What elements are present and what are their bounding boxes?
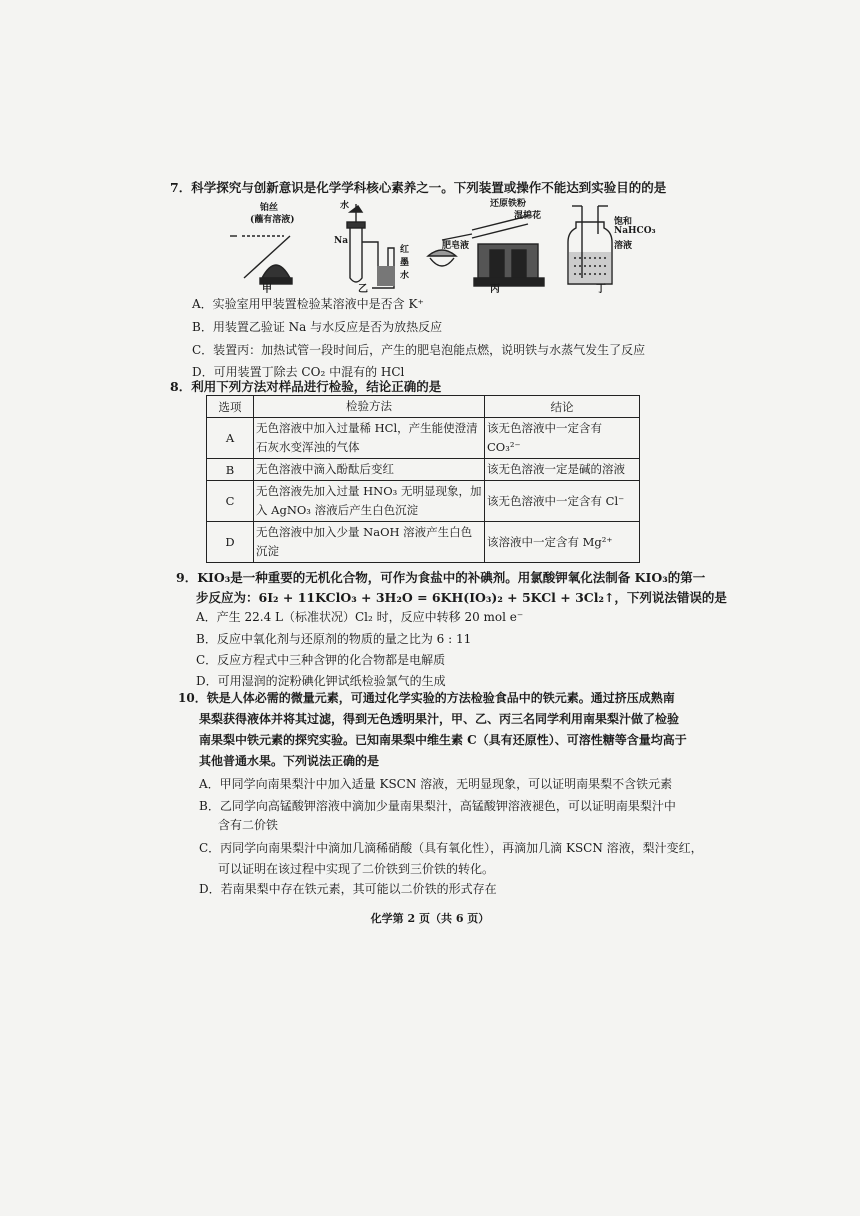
row-b-conclusion: 该无色溶液一定是碱的溶液 [485,459,640,481]
row-a-method: 无色溶液中加入过量稀 HCl，产生能使澄清石灰水变浑浊的气体 [254,418,485,459]
q9-option-a: A．产生 22.4 L（标准状况）Cl₂ 时，反应中转移 20 mol e⁻ [196,610,524,624]
q7-option-d: D．可用装置丁除去 CO₂ 中混有的 HCl [192,365,405,379]
yi-label-na: Na [334,236,349,246]
page-footer: 化学第 2 页（共 6 页） [370,912,490,925]
q9-option-d: D．可用湿润的淀粉碘化钾试纸检验氯气的生成 [196,674,446,688]
apparatus-bing [428,216,544,286]
q10-stem-line4: 其他普通水果。下列说法正确的是 [199,754,380,768]
yi-label-ink: 红墨水 [400,245,410,281]
row-d-option: D [207,522,254,563]
q10-option-c: C．丙同学向南果梨汁中滴加几滴稀硝酸（具有氧化性），再滴加几滴 KSCN 溶液，梨汁变红， [199,841,703,855]
q10-option-b: B．乙同学向高锰酸钾溶液中滴加少量南果梨汁，高锰酸钾溶液褪色，可以证明南果梨汁中 [199,799,676,813]
ding-label-2: NaHCO₃ [614,226,656,236]
ding-label-1: 饱和 [614,217,633,227]
row-d-method: 无色溶液中加入少量 NaOH 溶液产生白色沉淀 [254,522,485,563]
ding-caption: 丁 [596,284,606,295]
apparatus-jia [230,236,292,284]
table-row [207,481,640,522]
jia-label-pt: 铂丝 [260,203,279,213]
q7-option-c: C．装置丙：加热试管一段时间后，产生的肥皂泡能点燃，说明铁与水蒸气发生了反应 [192,343,646,357]
yi-label-water: 水 [340,201,350,211]
q7-option-b: B．用装置乙验证 Na 与水反应是否为放热反应 [192,320,443,334]
jia-label-sub: (蘸有溶液) [250,215,295,225]
yi-caption: 乙 [358,284,368,295]
q7-option-a: A．实验室用甲装置检验某溶液中是否含 K⁺ [192,297,424,311]
q8-stem: 8．利用下列方法对样品进行检验，结论正确的是 [170,379,442,394]
bing-caption: 丙 [490,284,500,295]
q10-option-c-cont: 可以证明在该过程中实现了二价铁到三价铁的转化。 [218,862,495,876]
bing-label-soap: 肥皂液 [442,241,470,251]
table-row [207,522,640,563]
q7-stem: 7．科学探究与创新意识是化学学科核心素养之一。下列装置或操作不能达到实验目的的是 [170,180,667,195]
q9-stem-line1: 9．KIO₃是一种重要的无机化合物，可作为食盐中的补碘剂。用氯酸钾氧化法制备 KIO₃的第一 [176,570,706,585]
ding-label-3: 溶液 [614,241,633,251]
q9-option-b: B．反应中氧化剂与还原剂的物质的量之比为 6 : 11 [196,632,472,646]
apparatus-yi [347,204,395,288]
q10-stem-line2: 果梨获得液体并将其过滤，得到无色透明果汁，甲、乙、丙三名同学利用南果梨汁做了检验 [199,712,680,726]
row-c-method: 无色溶液先加入过量 HNO₃ 无明显现象，加入 AgNO₃ 溶液后产生白色沉淀 [254,481,485,522]
row-d-conclusion: 该溶液中一定含有 Mg²⁺ [485,522,640,563]
q7-figures [228,199,656,295]
row-a-conclusion: 该无色溶液中一定含有 CO₃²⁻ [485,418,640,459]
row-c-option: C [207,481,254,522]
header-option: 选项 [207,396,254,418]
table-row [207,418,640,459]
header-conclusion: 结论 [485,396,640,418]
row-c-conclusion: 该无色溶液中一定含有 Cl⁻ [485,481,640,522]
q10-option-a: A．甲同学向南果梨汁中加入适量 KSCN 溶液，无明显现象，可以证明南果梨不含铁元素 [199,777,673,791]
apparatus-ding [568,206,612,284]
row-b-method: 无色溶液中滴入酚酞后变红 [254,459,485,481]
q10-stem-line3: 南果梨中铁元素的探究实验。已知南果梨中维生素 C（具有还原性）、可溶性糖等含量均高于 [199,733,687,747]
table-header-row [207,396,640,418]
header-method: 检验方法 [254,396,485,418]
q8-table [206,395,640,563]
table-row [207,459,640,481]
bing-label-cotton: 湿棉花 [514,211,542,221]
jia-caption: 甲 [262,284,272,295]
q10-stem-line1: 10．铁是人体必需的微量元素，可通过化学实验的方法检验食品中的铁元素。通过挤压成熟南 [178,691,675,705]
row-b-option: B [207,459,254,481]
q9-stem-line2: 步反应为：6I₂ + 11KClO₃ + 3H₂O = 6KH(IO₃)₂ + 5KCl + 3Cl₂↑，下列说法错误的是 [196,590,727,605]
q10-option-b-cont: 含有二价铁 [218,818,279,832]
bing-label-fe: 还原铁粉 [490,199,527,209]
row-a-option: A [207,418,254,459]
q9-option-c: C．反应方程式中三种含钾的化合物都是电解质 [196,653,446,667]
q10-option-d-visible: D．若南果梨中存在铁元素，其可能以二价铁的形式存在 [199,882,497,896]
